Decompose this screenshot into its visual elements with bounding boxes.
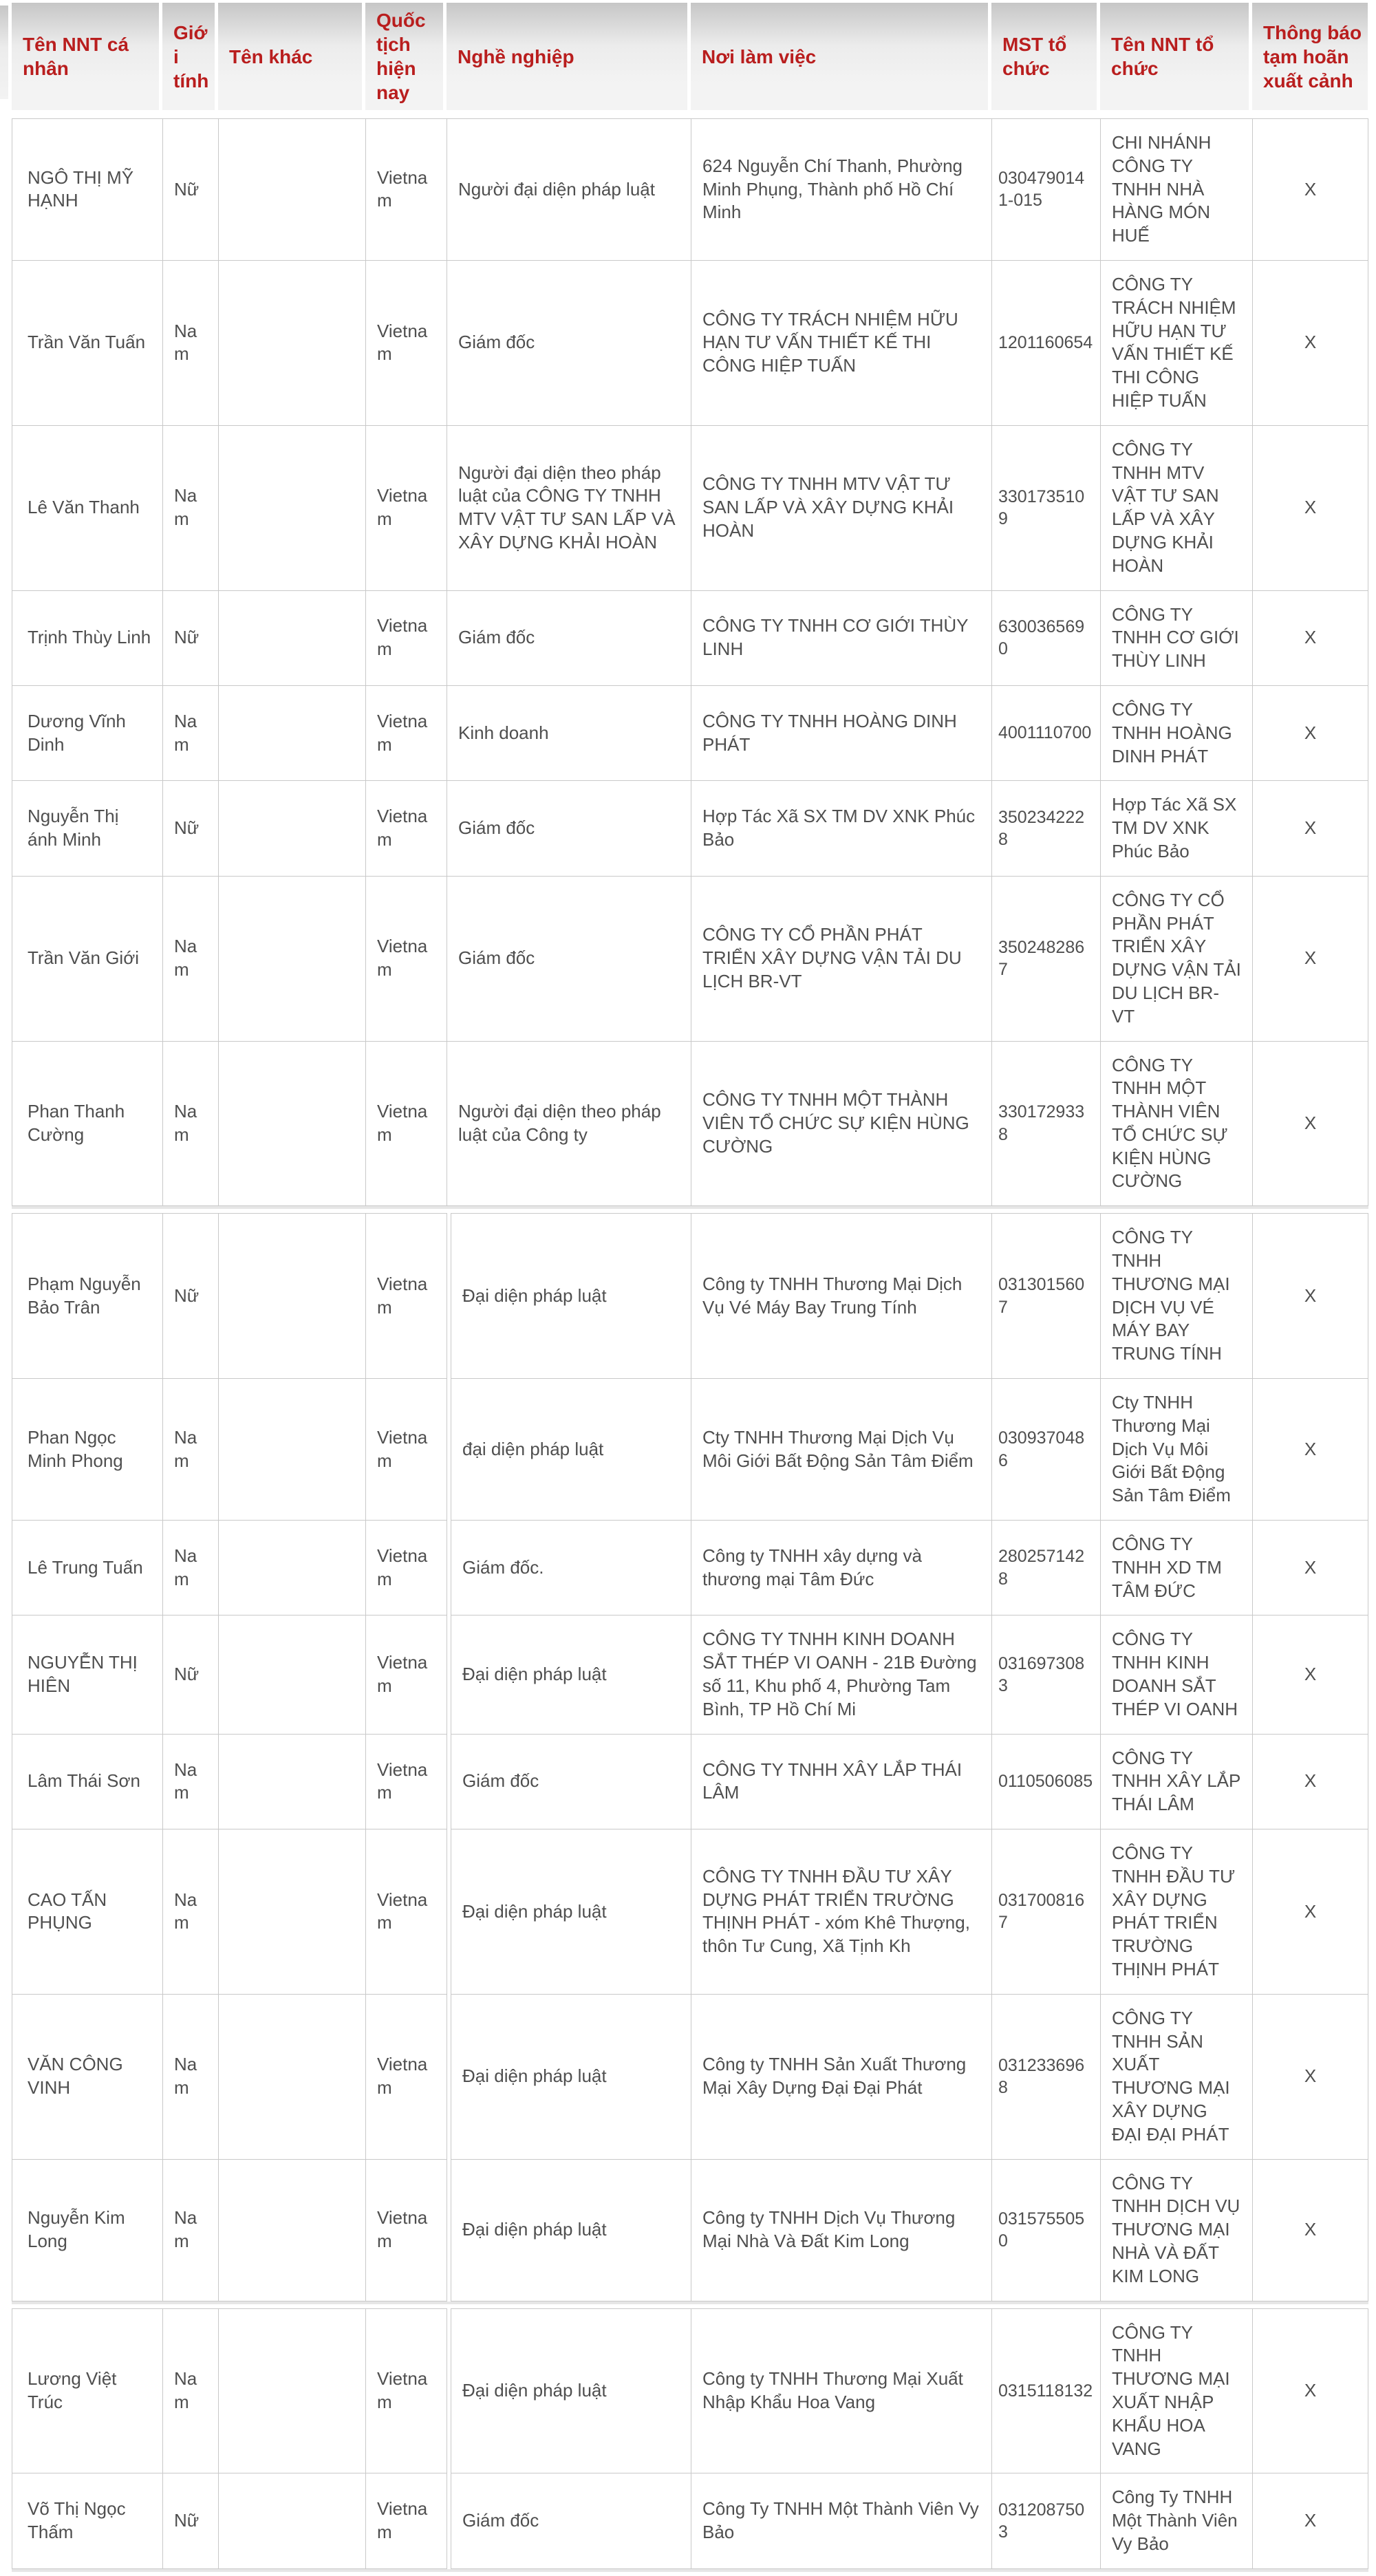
- cell-nationality: Vietnam: [366, 1829, 447, 1995]
- cell-workplace: CÔNG TY TNHH ĐẦU TƯ XÂY DỰNG PHÁT TRIỂN TRƯỜNG THỊNH PHÁT - xóm Khê Thượng, thôn Tư Cung, Xã Tịnh Kh: [691, 1829, 992, 1995]
- cell-workplace: CÔNG TY TNHH CƠ GIỚI THÙY LINH: [691, 590, 992, 685]
- cell-notice: X: [1253, 1379, 1368, 1521]
- cell-gender: Nam: [163, 2308, 219, 2473]
- cell-nationality: Vietnam: [366, 590, 447, 685]
- cell-nationality: Vietnam: [366, 2473, 447, 2568]
- cell-org-name: Cty TNHH Thương Mại Dịch Vụ Môi Giới Bất Động Sản Tâm Điểm: [1101, 1379, 1253, 1521]
- cell-org-name: CÔNG TY TNHH HOÀNG DINH PHÁT: [1101, 685, 1253, 780]
- cell-name: Nguyễn Kim Long: [12, 2159, 163, 2301]
- cell-nationality: Vietnam: [366, 1521, 447, 1616]
- cell-notice: X: [1253, 1829, 1368, 1995]
- cell-other-name: [219, 2308, 366, 2473]
- cell-other-name: [219, 685, 366, 780]
- cell-gender: Nam: [163, 876, 219, 1041]
- cell-occupation: Giám đốc: [447, 260, 691, 425]
- cell-notice: X: [1253, 1521, 1368, 1616]
- cell-notice: X: [1253, 876, 1368, 1041]
- cell-workplace: Cty TNHH Thương Mại Dịch Vụ Môi Giới Bất Động Sản Tâm Điểm: [691, 1379, 992, 1521]
- cell-name: Võ Thị Ngọc Thấm: [12, 2473, 163, 2568]
- col-header-org-name: Tên NNT tổ chức: [1100, 3, 1252, 110]
- cell-org-name: CÔNG TY TNHH MỘT THÀNH VIÊN TỔ CHỨC SỰ KIỆN HÙNG CƯỜNG: [1101, 1041, 1253, 1206]
- cell-workplace: CÔNG TY TNHH KINH DOANH SẮT THÉP VI OANH - 21B Đường số 11, Khu phố 4, Phường Tam Bình, TP Hồ Chí Mi: [691, 1616, 992, 1734]
- table-row: [12, 1521, 1368, 1616]
- cell-name: Lâm Thái Sơn: [12, 1734, 163, 1829]
- cell-org-tax-code: 3301729338: [992, 1041, 1101, 1206]
- cell-notice: X: [1253, 590, 1368, 685]
- cell-name: Nguyễn Thị ánh Minh: [12, 781, 163, 876]
- cell-org-name: CÔNG TY TNHH ĐẦU TƯ XÂY DỰNG PHÁT TRIỂN TRƯỜNG THỊNH PHÁT: [1101, 1829, 1253, 1995]
- cell-name: Lương Việt Trúc: [12, 2308, 163, 2473]
- col-header-gender: Giới tính: [162, 3, 218, 110]
- table-row: [12, 1214, 1368, 1379]
- cell-org-tax-code: 2802571428: [992, 1521, 1101, 1616]
- cell-other-name: [219, 2159, 366, 2301]
- table-row: [12, 1379, 1368, 1521]
- col-header-workplace: Nơi làm việc: [691, 3, 991, 110]
- cell-gender: Nữ: [163, 590, 219, 685]
- cell-org-name: Hợp Tác Xã SX TM DV XNK Phúc Bảo: [1101, 781, 1253, 876]
- cell-org-tax-code: 3301735109: [992, 425, 1101, 590]
- cell-nationality: Vietnam: [366, 876, 447, 1041]
- cell-occupation: Giám đốc: [451, 1734, 691, 1829]
- cell-org-name: CÔNG TY TNHH XÂY LẮP THÁI LÂM: [1101, 1734, 1253, 1829]
- cell-other-name: [219, 260, 366, 425]
- cell-other-name: [219, 1734, 366, 1829]
- cell-gender: Nam: [163, 1379, 219, 1521]
- cell-other-name: [219, 1379, 366, 1521]
- cell-occupation: Đại diện pháp luật: [451, 1616, 691, 1734]
- cell-name: Dương Vĩnh Dinh: [12, 685, 163, 780]
- table-row: [12, 2159, 1368, 2301]
- cell-occupation: Giám đốc: [451, 2473, 691, 2568]
- cell-occupation: Đại diện pháp luật: [451, 1214, 691, 1379]
- cell-org-tax-code: 0313015607: [992, 1214, 1101, 1379]
- cell-nationality: Vietnam: [366, 1214, 447, 1379]
- cell-other-name: [219, 1829, 366, 1995]
- cell-notice: X: [1253, 685, 1368, 780]
- cell-occupation: Giám đốc: [447, 781, 691, 876]
- table-row: [12, 119, 1368, 261]
- cell-workplace: CÔNG TY TNHH MTV VẬT TƯ SAN LẤP VÀ XÂY DỰNG KHẢI HOÀN: [691, 425, 992, 590]
- cell-notice: X: [1253, 1041, 1368, 1206]
- cell-org-tax-code: 4001110700: [992, 685, 1101, 780]
- cell-notice: X: [1253, 1734, 1368, 1829]
- col-header-exit-suspension-notice: Thông báo tạm hoãn xuất cảnh: [1252, 3, 1368, 110]
- cell-occupation: Đại diện pháp luật: [451, 1829, 691, 1995]
- cell-gender: Nam: [163, 260, 219, 425]
- cell-gender: Nam: [163, 1994, 219, 2159]
- cell-name: Phan Ngọc Minh Phong: [12, 1379, 163, 1521]
- cell-occupation: Giám đốc: [447, 876, 691, 1041]
- cell-occupation: Đại diện pháp luật: [451, 2308, 691, 2473]
- cell-notice: X: [1253, 1994, 1368, 2159]
- cell-occupation: Kinh doanh: [447, 685, 691, 780]
- cell-org-tax-code: 3502482867: [992, 876, 1101, 1041]
- cell-gender: Nữ: [163, 1214, 219, 1379]
- cell-name: Phan Thanh Cường: [12, 1041, 163, 1206]
- row-group-1: [12, 118, 1368, 1206]
- cell-notice: X: [1253, 2308, 1368, 2473]
- cell-gender: Nam: [163, 425, 219, 590]
- cell-org-tax-code: 0110506085: [992, 1734, 1101, 1829]
- cell-gender: Nữ: [163, 119, 219, 261]
- cell-gender: Nam: [163, 2159, 219, 2301]
- table-row: [12, 685, 1368, 780]
- cell-occupation: Giám đốc.: [451, 1521, 691, 1616]
- col-header-occupation: Nghề nghiệp: [447, 3, 691, 110]
- cell-gender: Nữ: [163, 1616, 219, 1734]
- cell-org-tax-code: 0309370486: [992, 1379, 1101, 1521]
- cell-nationality: Vietnam: [366, 1616, 447, 1734]
- col-header-other-name: Tên khác: [218, 3, 365, 110]
- cell-other-name: [219, 1616, 366, 1734]
- cell-nationality: Vietnam: [366, 260, 447, 425]
- cell-name: NGÔ THỊ MỸ HẠNH: [12, 119, 163, 261]
- table-row: [12, 2473, 1368, 2568]
- cell-org-name: CÔNG TY TNHH XD TM TÂM ĐỨC: [1101, 1521, 1253, 1616]
- col-header-org-tax-code: MST tổ chức: [991, 3, 1100, 110]
- cell-org-tax-code: 0315755050: [992, 2159, 1101, 2301]
- cell-gender: Nam: [163, 685, 219, 780]
- cell-workplace: CÔNG TY TNHH XÂY LẮP THÁI LÂM: [691, 1734, 992, 1829]
- cell-name: NGUYỄN THỊ HIÊN: [12, 1616, 163, 1734]
- header-row: [12, 3, 1368, 110]
- cell-name: Phạm Nguyễn Bảo Trân: [12, 1214, 163, 1379]
- cell-nationality: Vietnam: [366, 1734, 447, 1829]
- cell-name: Trần Văn Tuấn: [12, 260, 163, 425]
- cell-occupation: Đại diện pháp luật: [451, 1994, 691, 2159]
- cell-notice: X: [1253, 119, 1368, 261]
- cell-org-name: CÔNG TY TRÁCH NHIỆM HỮU HẠN TƯ VẤN THIẾT KẾ THI CÔNG HIỆP TUẤN: [1101, 260, 1253, 425]
- cell-other-name: [219, 1041, 366, 1206]
- table-row: [12, 876, 1368, 1041]
- cell-notice: X: [1253, 260, 1368, 425]
- cell-name: Trịnh Thùy Linh: [12, 590, 163, 685]
- cell-gender: Nam: [163, 1829, 219, 1995]
- header-row-cells: [12, 3, 1368, 110]
- cell-workplace: Công ty TNHH Thương Mại Xuất Nhập Khẩu Hoa Vang: [691, 2308, 992, 2473]
- cell-org-tax-code: 0304790141-015: [992, 119, 1101, 261]
- cell-other-name: [219, 119, 366, 261]
- col-header-personal-name: Tên NNT cá nhân: [12, 3, 162, 110]
- cell-notice: X: [1253, 1616, 1368, 1734]
- table-row: [12, 2308, 1368, 2473]
- cell-org-tax-code: 0316973083: [992, 1616, 1101, 1734]
- cell-other-name: [219, 1994, 366, 2159]
- cell-name: Lê Trung Tuấn: [12, 1521, 163, 1616]
- cell-org-name: CÔNG TY TNHH KINH DOANH SẮT THÉP VI OANH: [1101, 1616, 1253, 1734]
- cell-gender: Nữ: [163, 2473, 219, 2568]
- table-row: [12, 1734, 1368, 1829]
- cell-workplace: CÔNG TY TNHH HOÀNG DINH PHÁT: [691, 685, 992, 780]
- row-group-2: [12, 1213, 1368, 2301]
- cell-notice: X: [1253, 425, 1368, 590]
- cell-workplace: Công ty TNHH Thương Mại Dịch Vụ Vé Máy Bay Trung Tính: [691, 1214, 992, 1379]
- cell-nationality: Vietnam: [366, 119, 447, 261]
- cell-name: VĂN CÔNG VINH: [12, 1994, 163, 2159]
- cell-other-name: [219, 425, 366, 590]
- cell-other-name: [219, 2473, 366, 2568]
- cell-workplace: CÔNG TY TNHH MỘT THÀNH VIÊN TỔ CHỨC SỰ KIỆN HÙNG CƯỜNG: [691, 1041, 992, 1206]
- cell-nationality: Vietnam: [366, 781, 447, 876]
- cell-org-tax-code: 1201160654: [992, 260, 1101, 425]
- cell-gender: Nữ: [163, 781, 219, 876]
- cell-workplace: Công ty TNHH xây dựng và thương mại Tâm Đức: [691, 1521, 992, 1616]
- header-left-fragment: [0, 6, 8, 99]
- cell-org-tax-code: 0312087503: [992, 2473, 1101, 2568]
- cell-gender: Nam: [163, 1521, 219, 1616]
- cell-other-name: [219, 781, 366, 876]
- table-body-groups: [0, 118, 1376, 2569]
- cell-org-name: Công Ty TNHH Một Thành Viên Vy Bảo: [1101, 2473, 1253, 2568]
- cell-occupation: Giám đốc: [447, 590, 691, 685]
- table-row: [12, 1041, 1368, 1206]
- cell-nationality: Vietnam: [366, 425, 447, 590]
- table-row: [12, 1616, 1368, 1734]
- table-row: [12, 781, 1368, 876]
- cell-nationality: Vietnam: [366, 1041, 447, 1206]
- cell-occupation: Người đại diện theo pháp luật của CÔNG TY TNHH MTV VẬT TƯ SAN LẤP VÀ XÂY DỰNG KHẢI HOÀN: [447, 425, 691, 590]
- table-row: [12, 1994, 1368, 2159]
- table-row: [12, 260, 1368, 425]
- cell-name: CAO TẤN PHỤNG: [12, 1829, 163, 1995]
- cell-org-name: CHI NHÁNH CÔNG TY TNHH NHÀ HÀNG MÓN HUẾ: [1101, 119, 1253, 261]
- cell-other-name: [219, 876, 366, 1041]
- cell-org-tax-code: 6300365690: [992, 590, 1101, 685]
- col-header-nationality: Quốc tịch hiện nay: [365, 3, 447, 110]
- cell-notice: X: [1253, 2473, 1368, 2568]
- cell-org-tax-code: 0317008167: [992, 1829, 1101, 1995]
- cell-workplace: CÔNG TY CỔ PHẦN PHÁT TRIỂN XÂY DỰNG VẬN TẢI DU LỊCH BR-VT: [691, 876, 992, 1041]
- cell-org-tax-code: 0315118132: [992, 2308, 1101, 2473]
- cell-org-name: CÔNG TY TNHH SẢN XUẤT THƯƠNG MẠI XÂY DỰNG ĐẠI ĐẠI PHÁT: [1101, 1994, 1253, 2159]
- table-row: [12, 590, 1368, 685]
- cell-org-name: CÔNG TY TNHH THƯƠNG MẠI DỊCH VỤ VÉ MÁY BAY TRUNG TÍNH: [1101, 1214, 1253, 1379]
- cell-workplace: Công ty TNHH Sản Xuất Thương Mại Xây Dựng Đại Đại Phát: [691, 1994, 992, 2159]
- cell-other-name: [219, 1521, 366, 1616]
- cell-notice: X: [1253, 2159, 1368, 2301]
- cell-org-name: CÔNG TY TNHH DỊCH VỤ THƯƠNG MẠI NHÀ VÀ ĐẤT KIM LONG: [1101, 2159, 1253, 2301]
- cell-org-tax-code: 3502342228: [992, 781, 1101, 876]
- cell-workplace: 624 Nguyễn Chí Thanh, Phường Minh Phụng, Thành phố Hồ Chí Minh: [691, 119, 992, 261]
- cell-nationality: Vietnam: [366, 1379, 447, 1521]
- cell-nationality: Vietnam: [366, 685, 447, 780]
- cell-occupation: Người đại diện theo pháp luật của Công ty: [447, 1041, 691, 1206]
- cell-org-name: CÔNG TY TNHH THƯƠNG MẠI XUẤT NHẬP KHẨU HOA VANG: [1101, 2308, 1253, 2473]
- cell-nationality: Vietnam: [366, 1994, 447, 2159]
- cell-occupation: Đại diện pháp luật: [451, 2159, 691, 2301]
- cell-workplace: CÔNG TY TRÁCH NHIỆM HỮU HẠN TƯ VẤN THIẾT KẾ THI CÔNG HIỆP TUẤN: [691, 260, 992, 425]
- cell-other-name: [219, 1214, 366, 1379]
- table-row: [12, 425, 1368, 590]
- cell-workplace: Hợp Tác Xã SX TM DV XNK Phúc Bảo: [691, 781, 992, 876]
- cell-org-name: CÔNG TY CỔ PHẦN PHÁT TRIỂN XÂY DỰNG VẬN TẢI DU LỊCH BR-VT: [1101, 876, 1253, 1041]
- cell-org-tax-code: 0312336968: [992, 1994, 1101, 2159]
- cell-nationality: Vietnam: [366, 2159, 447, 2301]
- cell-name: Trần Văn Giới: [12, 876, 163, 1041]
- cell-other-name: [219, 590, 366, 685]
- cell-gender: Nam: [163, 1734, 219, 1829]
- cell-notice: X: [1253, 781, 1368, 876]
- cell-name: Lê Văn Thanh: [12, 425, 163, 590]
- cell-workplace: Công Ty TNHH Một Thành Viên Vy Bảo: [691, 2473, 992, 2568]
- cell-notice: X: [1253, 1214, 1368, 1379]
- row-group-3: [12, 2308, 1368, 2569]
- cell-nationality: Vietnam: [366, 2308, 447, 2473]
- cell-gender: Nam: [163, 1041, 219, 1206]
- table-row: [12, 1829, 1368, 1995]
- cell-workplace: Công ty TNHH Dịch Vụ Thương Mại Nhà Và Đất Kim Long: [691, 2159, 992, 2301]
- cell-occupation: Người đại diện pháp luật: [447, 119, 691, 261]
- cell-occupation: đại diện pháp luật: [451, 1379, 691, 1521]
- cell-org-name: CÔNG TY TNHH MTV VẬT TƯ SAN LẤP VÀ XÂY DỰNG KHẢI HOÀN: [1101, 425, 1253, 590]
- cell-org-name: CÔNG TY TNHH CƠ GIỚI THÙY LINH: [1101, 590, 1253, 685]
